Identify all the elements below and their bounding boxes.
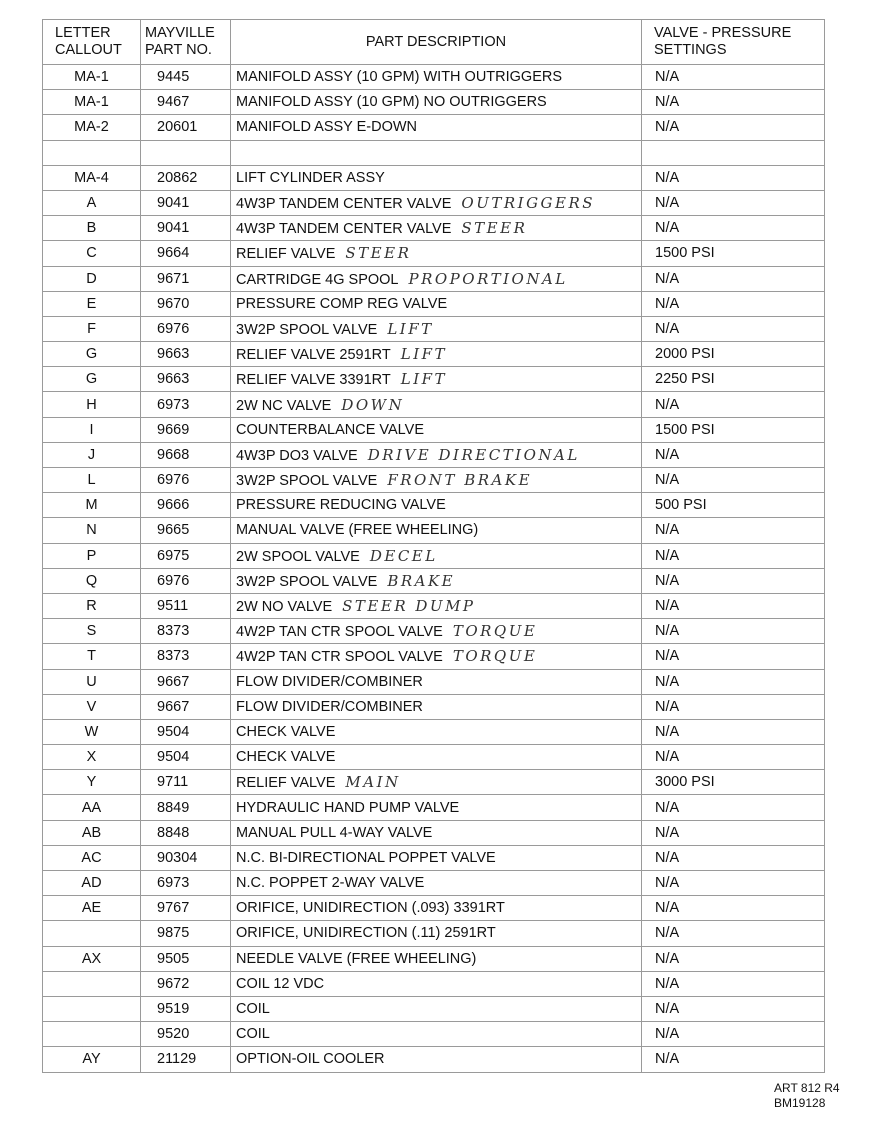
letter-callout-cell: C <box>43 241 141 266</box>
valve-pressure-cell: N/A <box>642 896 825 921</box>
handwritten-note: DRIVE DIRECTIONAL <box>367 445 580 464</box>
part-number-cell: 90304 <box>141 845 231 870</box>
letter-callout-cell: MA-1 <box>43 90 141 115</box>
description-text: MANIFOLD ASSY E-DOWN <box>236 119 418 136</box>
letter-callout-cell: MA-4 <box>43 165 141 190</box>
part-description-cell <box>231 619 642 644</box>
description-text: N.C. POPPET 2-WAY VALVE <box>236 875 425 892</box>
part-number-cell: 8373 <box>141 644 231 669</box>
part-number-cell: 9511 <box>141 593 231 618</box>
part-number-cell: 9504 <box>141 719 231 744</box>
part-number-cell: 8373 <box>141 619 231 644</box>
description-text: FLOW DIVIDER/COMBINER <box>236 673 423 690</box>
valve-pressure-cell: N/A <box>642 971 825 996</box>
part-description-cell <box>231 291 642 316</box>
letter-callout-cell: I <box>43 417 141 442</box>
valve-pressure-cell: N/A <box>642 619 825 644</box>
description-text: 2W SPOOL VALVE <box>236 548 360 565</box>
part-number-cell: 9504 <box>141 745 231 770</box>
table-row <box>43 568 825 593</box>
part-description-cell <box>231 266 642 291</box>
part-description-cell <box>231 996 642 1021</box>
description-text: CHECK VALVE <box>236 723 336 740</box>
part-description-cell <box>231 241 642 266</box>
table-row <box>43 820 825 845</box>
description-text: 4W3P TANDEM CENTER VALVE <box>236 196 452 213</box>
table-row <box>43 65 825 90</box>
valve-pressure-cell: N/A <box>642 1022 825 1047</box>
header-part-no <box>141 20 231 65</box>
description-text: 3W2P SPOOL VALVE <box>236 573 378 590</box>
description-text: ORIFICE, UNIDIRECTION (.093) 3391RT <box>236 900 505 917</box>
table-row <box>43 996 825 1021</box>
letter-callout-cell: E <box>43 291 141 316</box>
valve-pressure-cell: N/A <box>642 669 825 694</box>
part-description-cell <box>231 896 642 921</box>
description-text: MANIFOLD ASSY (10 GPM) NO OUTRIGGERS <box>236 94 547 111</box>
valve-pressure-cell: N/A <box>642 115 825 140</box>
part-number-cell: 9669 <box>141 417 231 442</box>
part-description-cell <box>231 543 642 568</box>
table-row <box>43 1047 825 1072</box>
part-description-cell <box>231 745 642 770</box>
part-number-cell: 9664 <box>141 241 231 266</box>
part-description-cell <box>231 1022 642 1047</box>
valve-pressure-cell: N/A <box>642 65 825 90</box>
part-description-cell <box>231 644 642 669</box>
table-row <box>43 845 825 870</box>
table-row <box>43 1022 825 1047</box>
description-text: CARTRIDGE 4G SPOOL <box>236 271 399 288</box>
part-number-cell: 9711 <box>141 770 231 795</box>
footer-art-number: ART 812 R4 <box>774 1081 840 1095</box>
table-row <box>43 291 825 316</box>
part-description-cell <box>231 845 642 870</box>
handwritten-note: LIFT <box>387 319 434 338</box>
footer-bm-number: BM19128 <box>774 1096 826 1110</box>
part-number-cell: 9666 <box>141 493 231 518</box>
part-description-cell <box>231 190 642 215</box>
table-row <box>43 216 825 241</box>
table-row <box>43 694 825 719</box>
table-row <box>43 165 825 190</box>
letter-callout-cell: J <box>43 442 141 467</box>
letter-callout-cell: M <box>43 493 141 518</box>
letter-callout-cell: G <box>43 342 141 367</box>
valve-pressure-cell: N/A <box>642 165 825 190</box>
description-text: MANIFOLD ASSY (10 GPM) WITH OUTRIGGERS <box>236 69 563 86</box>
valve-pressure-cell: N/A <box>642 845 825 870</box>
handwritten-note: LIFT <box>400 370 448 389</box>
header-part-description: PART DESCRIPTION <box>231 20 642 65</box>
letter-callout-cell <box>43 140 141 165</box>
letter-callout-cell: Q <box>43 568 141 593</box>
letter-callout-cell <box>43 921 141 946</box>
table-body <box>43 65 825 1073</box>
header-letter-callout <box>43 20 141 65</box>
part-number-cell: 6975 <box>141 543 231 568</box>
part-number-cell: 6976 <box>141 316 231 341</box>
valve-pressure-cell: 1500 PSI <box>642 417 825 442</box>
description-text: 4W3P DO3 VALVE <box>236 447 358 464</box>
valve-pressure-cell: 500 PSI <box>642 493 825 518</box>
table-row <box>43 493 825 518</box>
valve-pressure-cell: N/A <box>642 694 825 719</box>
table-row <box>43 619 825 644</box>
part-description-cell <box>231 921 642 946</box>
description-text: LIFT CYLINDER ASSY <box>236 169 385 186</box>
part-description-cell <box>231 518 642 543</box>
part-description-cell <box>231 593 642 618</box>
header-valve-line1: VALVE - PRESSURE <box>654 25 792 41</box>
valve-pressure-cell: N/A <box>642 442 825 467</box>
part-number-cell: 6976 <box>141 468 231 493</box>
table-row <box>43 266 825 291</box>
part-description-cell <box>231 115 642 140</box>
part-number-cell: 9672 <box>141 971 231 996</box>
letter-callout-cell: P <box>43 543 141 568</box>
description-text: COIL <box>236 1026 270 1043</box>
letter-callout-cell: V <box>43 694 141 719</box>
letter-callout-cell: D <box>43 266 141 291</box>
description-text: MANUAL VALVE (FREE WHEELING) <box>236 522 479 539</box>
part-description-cell <box>231 669 642 694</box>
part-number-cell: 9668 <box>141 442 231 467</box>
letter-callout-cell: AA <box>43 795 141 820</box>
table-row <box>43 871 825 896</box>
letter-callout-cell: AX <box>43 946 141 971</box>
part-number-cell: 8849 <box>141 795 231 820</box>
letter-callout-cell: A <box>43 190 141 215</box>
part-number-cell: 21129 <box>141 1047 231 1072</box>
table-row <box>43 140 825 165</box>
valve-pressure-cell: 2250 PSI <box>642 367 825 392</box>
table-row <box>43 518 825 543</box>
header-valve-line2: SETTINGS <box>654 42 727 58</box>
letter-callout-cell: AC <box>43 845 141 870</box>
table-row <box>43 115 825 140</box>
letter-callout-cell: X <box>43 745 141 770</box>
part-description-cell <box>231 442 642 467</box>
valve-pressure-cell: N/A <box>642 316 825 341</box>
description-text: 4W2P TAN CTR SPOOL VALVE <box>236 624 443 641</box>
table-row <box>43 946 825 971</box>
handwritten-note: DOWN <box>341 395 405 414</box>
handwritten-note: DECEL <box>369 546 438 565</box>
part-description-cell <box>231 65 642 90</box>
table-row <box>43 896 825 921</box>
part-description-cell <box>231 165 642 190</box>
letter-callout-cell: AD <box>43 871 141 896</box>
handwritten-note: TORQUE <box>452 647 538 666</box>
handwritten-note: FRONT BRAKE <box>387 471 533 490</box>
valve-pressure-cell: N/A <box>642 921 825 946</box>
description-text: 3W2P SPOOL VALVE <box>236 473 378 490</box>
part-description-cell <box>231 871 642 896</box>
letter-callout-cell: T <box>43 644 141 669</box>
valve-pressure-cell: N/A <box>642 568 825 593</box>
handwritten-note: STEER <box>461 219 528 238</box>
part-number-cell: 9667 <box>141 669 231 694</box>
part-description-cell <box>231 367 642 392</box>
description-text: RELIEF VALVE 2591RT <box>236 347 391 364</box>
valve-pressure-cell: N/A <box>642 719 825 744</box>
part-number-cell: 9505 <box>141 946 231 971</box>
valve-pressure-cell: N/A <box>642 266 825 291</box>
letter-callout-cell: S <box>43 619 141 644</box>
valve-pressure-cell: N/A <box>642 392 825 417</box>
part-description-cell <box>231 493 642 518</box>
handwritten-note: STEER <box>345 244 412 263</box>
description-text: COIL 12 VDC <box>236 975 325 992</box>
table-row <box>43 543 825 568</box>
description-text: PRESSURE REDUCING VALVE <box>236 497 446 514</box>
description-text: CHECK VALVE <box>236 749 336 766</box>
valve-pressure-cell: N/A <box>642 996 825 1021</box>
description-text: 2W NC VALVE <box>236 397 332 414</box>
part-description-cell <box>231 1047 642 1072</box>
handwritten-note: MAIN <box>345 773 401 792</box>
part-number-cell: 9671 <box>141 266 231 291</box>
table-row <box>43 593 825 618</box>
document-footer <box>774 1081 840 1111</box>
description-text: ORIFICE, UNIDIRECTION (.11) 2591RT <box>236 925 496 942</box>
letter-callout-cell: H <box>43 392 141 417</box>
letter-callout-cell: MA-1 <box>43 65 141 90</box>
table-row <box>43 442 825 467</box>
table-row <box>43 669 825 694</box>
valve-pressure-cell: N/A <box>642 644 825 669</box>
description-text: N.C. BI-DIRECTIONAL POPPET VALVE <box>236 849 496 866</box>
description-text: RELIEF VALVE <box>236 775 336 792</box>
valve-pressure-cell: N/A <box>642 871 825 896</box>
table-row <box>43 770 825 795</box>
table-row <box>43 971 825 996</box>
part-description-cell <box>231 719 642 744</box>
handwritten-note: BRAKE <box>387 571 456 590</box>
table-row <box>43 367 825 392</box>
part-number-cell: 6973 <box>141 392 231 417</box>
part-description-cell <box>231 770 642 795</box>
letter-callout-cell <box>43 1022 141 1047</box>
description-text: 4W3P TANDEM CENTER VALVE <box>236 221 452 238</box>
part-description-cell <box>231 971 642 996</box>
table-row <box>43 241 825 266</box>
header-part-line2: PART NO. <box>145 42 212 58</box>
part-number-cell: 9445 <box>141 65 231 90</box>
description-text: RELIEF VALVE 3391RT <box>236 372 391 389</box>
table-row <box>43 417 825 442</box>
handwritten-note: PROPORTIONAL <box>408 269 568 288</box>
handwritten-note: LIFT <box>400 345 448 364</box>
letter-callout-cell: AE <box>43 896 141 921</box>
valve-pressure-cell: N/A <box>642 946 825 971</box>
part-description-cell <box>231 468 642 493</box>
description-text: COIL <box>236 1001 270 1018</box>
part-description-cell <box>231 90 642 115</box>
part-number-cell: 9663 <box>141 367 231 392</box>
part-number-cell: 9041 <box>141 216 231 241</box>
part-description-cell <box>231 568 642 593</box>
letter-callout-cell: AY <box>43 1047 141 1072</box>
part-number-cell: 9875 <box>141 921 231 946</box>
valve-pressure-cell: N/A <box>642 216 825 241</box>
table-row <box>43 90 825 115</box>
part-number-cell: 9767 <box>141 896 231 921</box>
letter-callout-cell: G <box>43 367 141 392</box>
part-number-cell: 6976 <box>141 568 231 593</box>
description-text: COUNTERBALANCE VALVE <box>236 421 425 438</box>
description-text: NEEDLE VALVE (FREE WHEELING) <box>236 950 477 967</box>
part-number-cell: 9467 <box>141 90 231 115</box>
valve-pressure-cell: 2000 PSI <box>642 342 825 367</box>
table-header-row <box>43 20 825 65</box>
part-number-cell: 20862 <box>141 165 231 190</box>
description-text: HYDRAULIC HAND PUMP VALVE <box>236 799 460 816</box>
description-text: 4W2P TAN CTR SPOOL VALVE <box>236 649 443 666</box>
part-description-cell <box>231 216 642 241</box>
letter-callout-cell: R <box>43 593 141 618</box>
valve-pressure-cell: N/A <box>642 543 825 568</box>
handwritten-note: STEER DUMP <box>342 597 476 616</box>
part-description-cell <box>231 820 642 845</box>
description-text: OPTION-OIL COOLER <box>236 1051 385 1068</box>
valve-pressure-cell: N/A <box>642 820 825 845</box>
table-row <box>43 190 825 215</box>
header-part-line1: MAYVILLE <box>145 25 215 41</box>
part-number-cell: 9667 <box>141 694 231 719</box>
part-description-cell <box>231 795 642 820</box>
table-row <box>43 316 825 341</box>
part-number-cell: 9670 <box>141 291 231 316</box>
letter-callout-cell: W <box>43 719 141 744</box>
valve-pressure-cell: N/A <box>642 745 825 770</box>
header-valve-pressure <box>642 20 825 65</box>
valve-pressure-cell: N/A <box>642 468 825 493</box>
part-number-cell: 6973 <box>141 871 231 896</box>
letter-callout-cell: L <box>43 468 141 493</box>
valve-pressure-cell <box>642 140 825 165</box>
letter-callout-cell: F <box>43 316 141 341</box>
part-description-cell <box>231 316 642 341</box>
valve-pressure-cell: N/A <box>642 1047 825 1072</box>
description-text: FLOW DIVIDER/COMBINER <box>236 698 423 715</box>
letter-callout-cell: U <box>43 669 141 694</box>
part-number-cell: 8848 <box>141 820 231 845</box>
table-row <box>43 921 825 946</box>
valve-pressure-cell: N/A <box>642 795 825 820</box>
table-row <box>43 342 825 367</box>
valve-pressure-cell: N/A <box>642 190 825 215</box>
header-letter-line1: LETTER <box>55 25 111 41</box>
description-text: MANUAL PULL 4-WAY VALVE <box>236 824 433 841</box>
part-number-cell: 9519 <box>141 996 231 1021</box>
parts-table <box>42 19 825 1073</box>
part-description-cell <box>231 946 642 971</box>
valve-pressure-cell: 1500 PSI <box>642 241 825 266</box>
letter-callout-cell: B <box>43 216 141 241</box>
valve-pressure-cell: 3000 PSI <box>642 770 825 795</box>
handwritten-note: TORQUE <box>452 622 538 641</box>
part-number-cell: 9520 <box>141 1022 231 1047</box>
part-number-cell: 20601 <box>141 115 231 140</box>
valve-pressure-cell: N/A <box>642 90 825 115</box>
letter-callout-cell: N <box>43 518 141 543</box>
table-row <box>43 392 825 417</box>
table-row <box>43 644 825 669</box>
part-description-cell <box>231 417 642 442</box>
letter-callout-cell <box>43 996 141 1021</box>
description-text: PRESSURE COMP REG VALVE <box>236 295 448 312</box>
table-row <box>43 468 825 493</box>
description-text: 3W2P SPOOL VALVE <box>236 321 378 338</box>
letter-callout-cell: Y <box>43 770 141 795</box>
valve-pressure-cell: N/A <box>642 518 825 543</box>
part-description-cell <box>231 392 642 417</box>
part-description-cell <box>231 694 642 719</box>
handwritten-note: OUTRIGGERS <box>461 194 596 213</box>
part-number-cell: 9041 <box>141 190 231 215</box>
valve-pressure-cell: N/A <box>642 291 825 316</box>
part-number-cell: 9663 <box>141 342 231 367</box>
letter-callout-cell: MA-2 <box>43 115 141 140</box>
table-row <box>43 795 825 820</box>
part-number-cell: 9665 <box>141 518 231 543</box>
letter-callout-cell: AB <box>43 820 141 845</box>
part-description-cell <box>231 140 642 165</box>
table-row <box>43 719 825 744</box>
part-description-cell <box>231 342 642 367</box>
table-row <box>43 745 825 770</box>
letter-callout-cell <box>43 971 141 996</box>
part-number-cell <box>141 140 231 165</box>
header-letter-line2: CALLOUT <box>55 42 122 58</box>
description-text: 2W NO VALVE <box>236 599 333 616</box>
description-text: RELIEF VALVE <box>236 246 336 263</box>
valve-pressure-cell: N/A <box>642 593 825 618</box>
